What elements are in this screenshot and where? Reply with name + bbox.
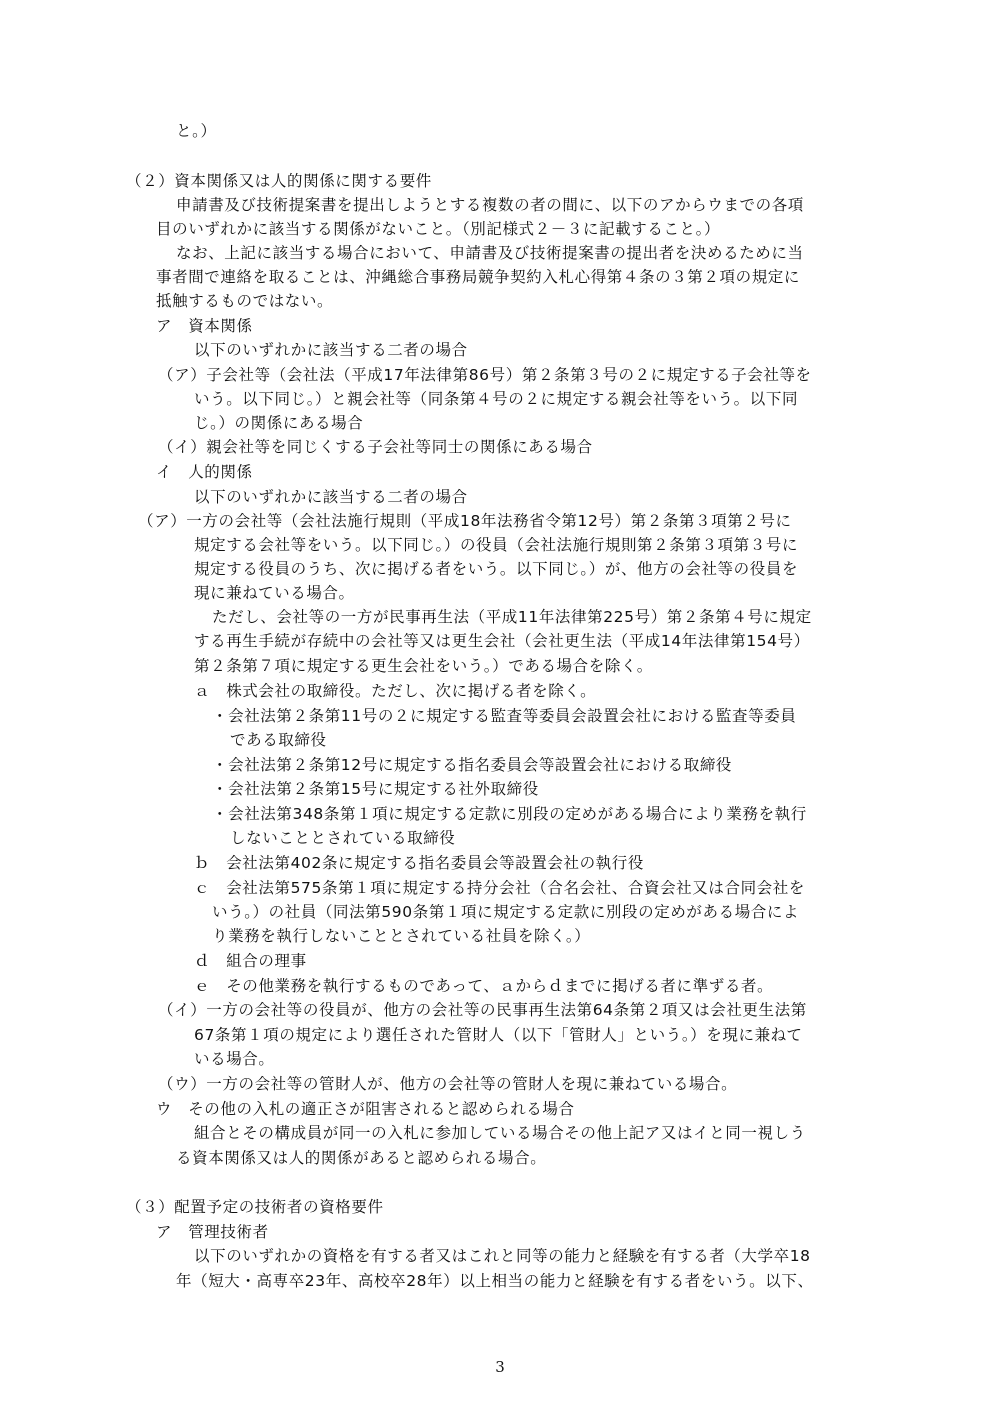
- bullet-item: ・会社法第348条第１項に規定する定款に別段の定めがある場合により業務を執行: [212, 805, 807, 823]
- text-line: 規定する会社等をいう。以下同じ。）の役員（会社法施行規則第２条第３項第３号に: [194, 536, 799, 554]
- text-line: 抵触するものではない。: [156, 292, 334, 310]
- text-line: 以下のいずれかに該当する二者の場合: [194, 341, 468, 359]
- text-line: 以下のいずれかに該当する二者の場合: [194, 488, 468, 506]
- text-line: 以下のいずれかの資格を有する者又はこれと同等の能力と経験を有する者（大学卒18: [194, 1247, 811, 1265]
- list-item: ｃ 会社法第575条第１項に規定する持分会社（合名会社、合資会社又は合同会社を: [194, 879, 805, 897]
- text-line: する再生手続が存続中の会社等又は更生会社（会社更生法（平成14年法律第154号）: [194, 632, 810, 650]
- text-line: り業務を執行しないこととされている社員を除く。）: [212, 927, 591, 945]
- text-line: 申請書及び技術提案書を提出しようとする複数の者の間に、以下のアからウまでの各項: [176, 196, 804, 214]
- text-line: なお、上記に該当する場合において、申請書及び技術提案書の提出者を決めるために当: [176, 244, 804, 262]
- list-item: （ウ）一方の会社等の管財人が、他方の会社等の管財人を現に兼ねている場合。: [158, 1075, 738, 1093]
- list-item: ｂ 会社法第402条に規定する指名委員会等設置会社の執行役: [194, 854, 644, 872]
- text-line: 第２条第７項に規定する更生会社をいう。）である場合を除く。: [194, 657, 653, 675]
- text-line: 年（短大・高専卒23年、高校卒28年）以上相当の能力と経験を有する者をいう。以下、: [176, 1272, 814, 1290]
- list-item: （イ）親会社等を同じくする子会社等同士の関係にある場合: [158, 438, 593, 456]
- page-number: 3: [495, 1358, 505, 1376]
- subsection-heading: ア 管理技術者: [156, 1223, 269, 1241]
- text-line: しないこととされている取締役: [230, 829, 456, 847]
- text-line: と。）: [176, 122, 217, 140]
- section-heading: （３）配置予定の技術者の資格要件: [126, 1198, 384, 1216]
- subsection-heading: ア 資本関係: [156, 317, 253, 335]
- text-line: ただし、会社等の一方が民事再生法（平成11年法律第225号）第２条第４号に規定: [212, 608, 812, 626]
- text-line: いう。）の社員（同法第590条第１項に規定する定款に別段の定めがある場合によ: [212, 903, 800, 921]
- list-item: （ア）一方の会社等（会社法施行規則（平成18年法務省令第12号）第２条第３項第２号に: [138, 512, 792, 530]
- section-heading: （２）資本関係又は人的関係に関する要件: [126, 172, 432, 190]
- text-line: 事者間で連絡を取ることは、沖縄総合事務局競争契約入札心得第４条の３第２項の規定に: [156, 268, 801, 286]
- text-line: 目のいずれかに該当する関係がないこと。（別記様式２－３に記載すること。）: [156, 220, 721, 238]
- bullet-item: ・会社法第２条第12号に規定する指名委員会等設置会社における取締役: [212, 756, 733, 774]
- subsection-heading: ウ その他の入札の適正さが阻害されると認められる場合: [156, 1100, 575, 1118]
- list-item: ｅ その他業務を執行するものであって、ａからｄまでに掲げる者に準ずる者。: [194, 977, 774, 995]
- text-line: 組合とその構成員が同一の入札に参加している場合その他上記ア又はイと同一視しう: [194, 1124, 806, 1142]
- list-item: ａ 株式会社の取締役。ただし、次に掲げる者を除く。: [194, 682, 597, 700]
- text-line: いる場合。: [194, 1050, 275, 1068]
- text-line: 現に兼ねている場合。: [194, 584, 355, 602]
- text-line: る資本関係又は人的関係があると認められる場合。: [176, 1149, 547, 1167]
- text-line: 規定する役員のうち、次に掲げる者をいう。以下同じ。）が、他方の会社等の役員を: [194, 560, 799, 578]
- text-line: 67条第１項の規定により選任された管財人（以下「管財人」という。）を現に兼ねて: [194, 1026, 803, 1044]
- subsection-heading: イ 人的関係: [156, 463, 253, 481]
- bullet-item: ・会社法第２条第15号に規定する社外取締役: [212, 780, 539, 798]
- text-line: である取締役: [230, 731, 327, 749]
- list-item: （ア）子会社等（会社法（平成17年法律第86号）第２条第３号の２に規定する子会社等を: [158, 366, 812, 384]
- text-line: じ。）の関係にある場合: [194, 414, 364, 432]
- list-item: （イ）一方の会社等の役員が、他方の会社等の民事再生法第64条第２項又は会社更生法第: [158, 1001, 807, 1019]
- list-item: ｄ 組合の理事: [194, 952, 307, 970]
- bullet-item: ・会社法第２条第11号の２に規定する監査等委員会設置会社における監査等委員: [212, 707, 797, 725]
- text-line: いう。以下同じ。）と親会社等（同条第４号の２に規定する親会社等をいう。以下同: [194, 390, 799, 408]
